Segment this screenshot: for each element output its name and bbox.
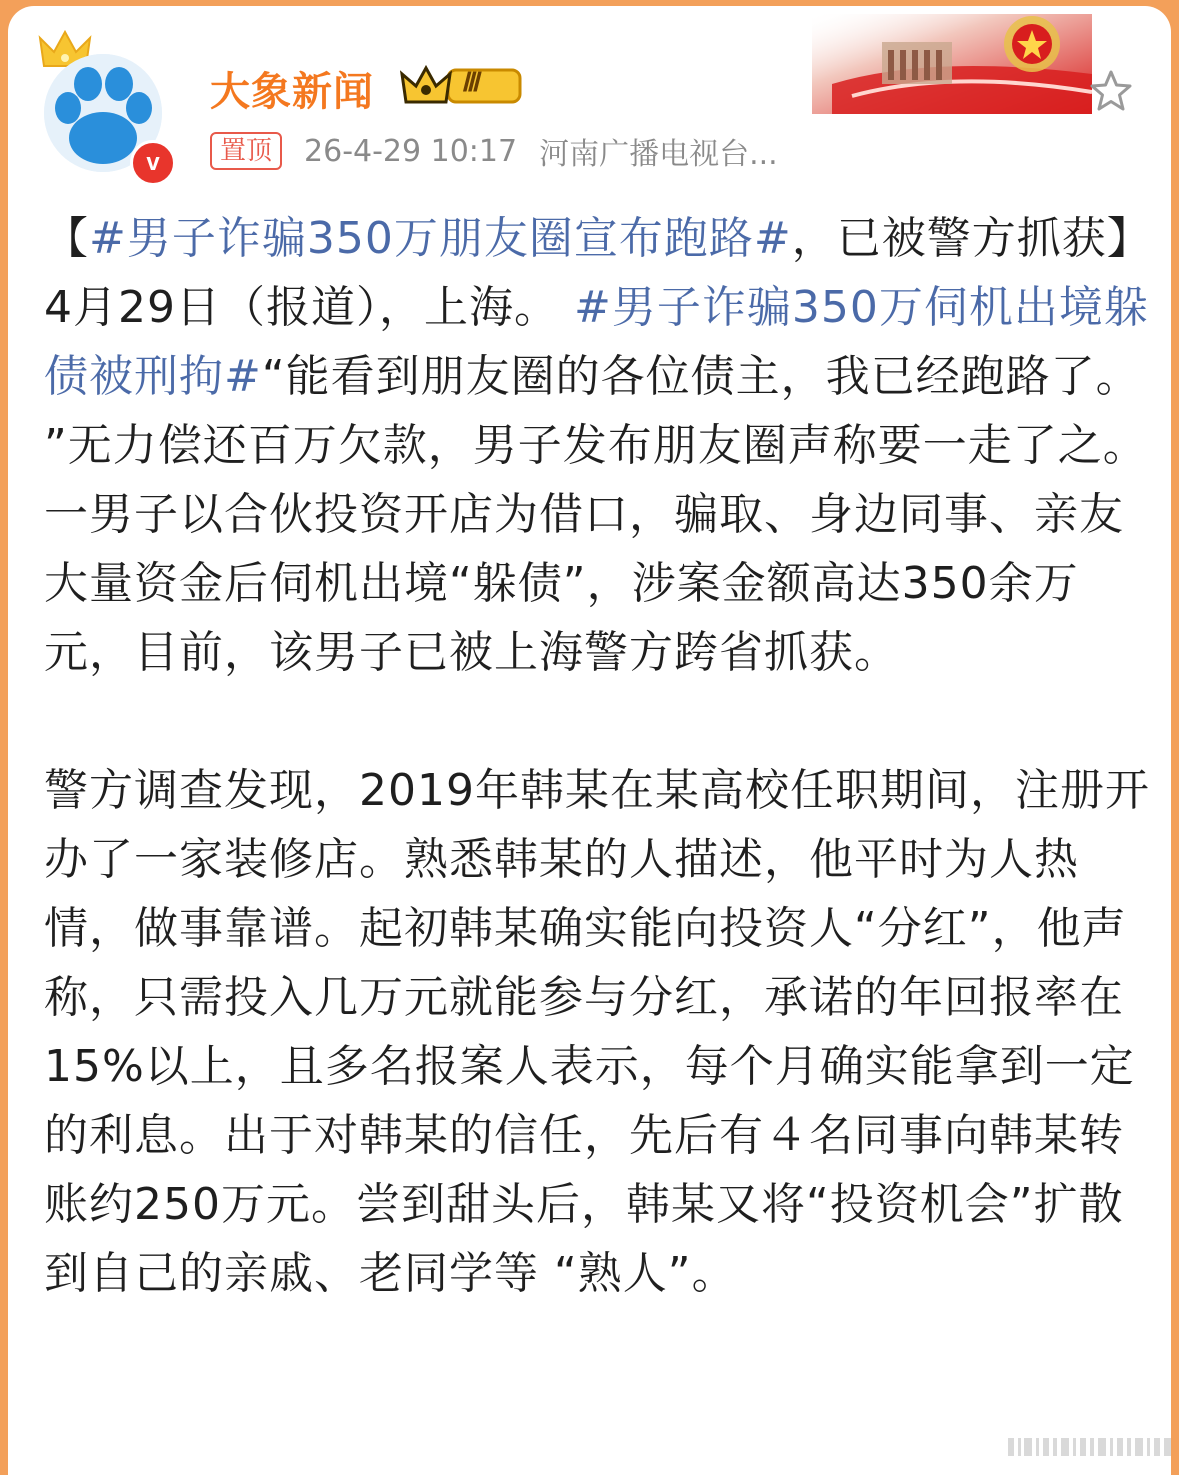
hashtag-link[interactable]: #男子诈骗350万朋友圈宣布跑路# [89,213,792,264]
post-text-segment: ，已被警方抓获】4月29日（报道），上海。 [44,213,1152,333]
star-favorite-icon[interactable] [1088,68,1134,114]
post-content [44,204,1154,1308]
post-time: 26-4-29 10:17 [304,133,518,169]
post-paragraph-1 [44,204,1154,687]
decorative-banner-image [812,14,1092,114]
post-paragraph-2: 警方调查发现，2019年韩某在某高校任职期间，注册开办了一家装修店。熟悉韩某的人描述，他平时为人热情，做事靠谱。起初韩某确实能向投资人“分红”，他声称，只需投入几万元就能参与分红，承诺的年回报率在15%以上，且多名报案人表示，每个月确实能拿到一定的利息。出于对韩某的信任，先后有４名同事向韩某转账约250万元。尝到甜头后，韩某又将“投资机会”扩散到自己的亲戚、老同学等 “熟人”。 [44,765,1150,1299]
weibo-post-card [8,6,1171,1475]
post-text-segment: “能看到朋友圈的各位债主，我已经跑路了。 ”无力偿还百万欠款，男子发布朋友圈声称要一走了之。一男子以合伙投资开店为借口，骗取、身边同事、亲友大量资金后伺机出境“躲债”，涉案金额高达350余万元，目前，该男子已被上海警方跨省抓获。 [44,351,1148,678]
watermark-image [1008,1434,1171,1460]
post-source[interactable]: 河南广播电视台... [539,137,778,172]
author-name[interactable]: 大象新闻 [210,69,374,115]
member-level-text: Ⅲ [461,68,479,97]
hashtag-link[interactable]: #男子诈骗350万伺机出境躲债被刑拘# [44,282,1149,402]
avatar[interactable] [38,28,188,188]
pinned-tag: 置顶 [210,132,282,170]
verified-v-icon: v [130,140,176,186]
post-meta [210,131,778,171]
bracket-open: 【 [44,213,89,264]
